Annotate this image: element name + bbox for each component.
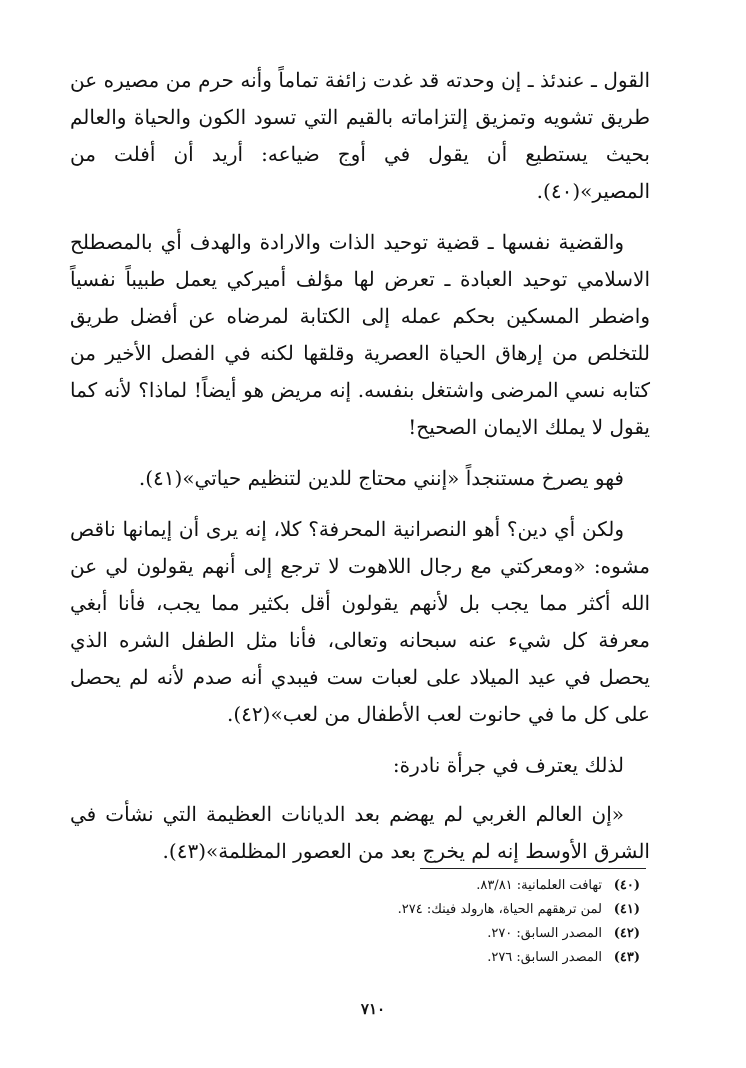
footnote: [290, 946, 640, 970]
page-number: ٧١٠: [360, 1000, 386, 1018]
footnote-text: المصدر السابق: ٢٧٠.: [487, 926, 602, 941]
main-text: [70, 62, 650, 884]
quote-paragraph: «إن العالم الغربي لم يهضم بعد الديانات العظيمة التي نشأت في الشرق الأوسط إنه لم يخرج بعد من العصور المظلمة»(٤٣).: [70, 802, 650, 863]
footnote: [290, 922, 640, 946]
footnote: [290, 898, 640, 922]
paragraph: لذلك يعترف في جرأة نادرة:: [392, 753, 624, 777]
footnote-number: (٤٢): [613, 926, 640, 941]
footnote-number: (٤٣): [613, 950, 640, 965]
paragraph: ولكن أي دين؟ أهو النصرانية المحرفة؟ كلا، إنه يرى أن إيمانها ناقص مشوه: «ومعركتي مع رجال اللاهوت لا ترجع إلى أنهم يقولون لي عن الله أكثر مما يجب بل لأنهم يقولون أقل بكثير مما يجب، فأنا أبغي معرفة كل شيء عنه سبحانه وتعالى، فأنا مثل الطفل الشره الذي يحصل في عيد الميلاد على لعبات ست فيبدي أنه صدم لأنه لم يحصل على كل ما في حانوت لعب الأطفال من لعب»(٤٢).: [70, 517, 650, 726]
footnote-text: المصدر السابق: ٢٧٦.: [487, 950, 602, 965]
footnotes: [290, 874, 640, 970]
footnote-text: تهافت العلمانية: ٨٣/٨١.: [476, 878, 602, 893]
footnote-divider: [420, 868, 646, 869]
paragraph: فهو يصرخ مستنجداً «إنني محتاج للدين لتنظيم حياتي»(٤١).: [138, 466, 624, 490]
footnote-text: لمن ترهقهم الحياة، هارولد فينك: ٢٧٤.: [397, 902, 602, 917]
footnote-number: (٤١): [613, 902, 640, 917]
footnote: [290, 874, 640, 898]
footnote-number: (٤٠): [613, 878, 640, 893]
paragraph: القول ـ عندئذ ـ إن وحدته قد غدت زائفة تماماً وأنه حرم من مصيره عن طريق تشويه وتمزيق إلتزاماته بالقيم التي تسود الكون والحياة والعالم بحيث يستطيع أن يقول في أوج ضياعه: أريد أن أفلت من المصير»(٤٠).: [70, 68, 650, 203]
paragraph: والقضية نفسها ـ قضية توحيد الذات والارادة والهدف أي بالمصطلح الاسلامي توحيد العبادة ـ تعرض لها مؤلف أميركي يعمل طبيباً نفسياً واضطر المسكين بحكم عمله إلى الكتابة لمرضاه عن أفضل طريق للتخلص من إرهاق الحياة العصرية وقلقها لكنه في الفصل الأخير من كتابه نسي المرضى واشتغل بنفسه. إنه مريض هو أيضاً! لماذا؟ لأنه كما يقول لا يملك الايمان الصحيح!: [70, 230, 650, 439]
